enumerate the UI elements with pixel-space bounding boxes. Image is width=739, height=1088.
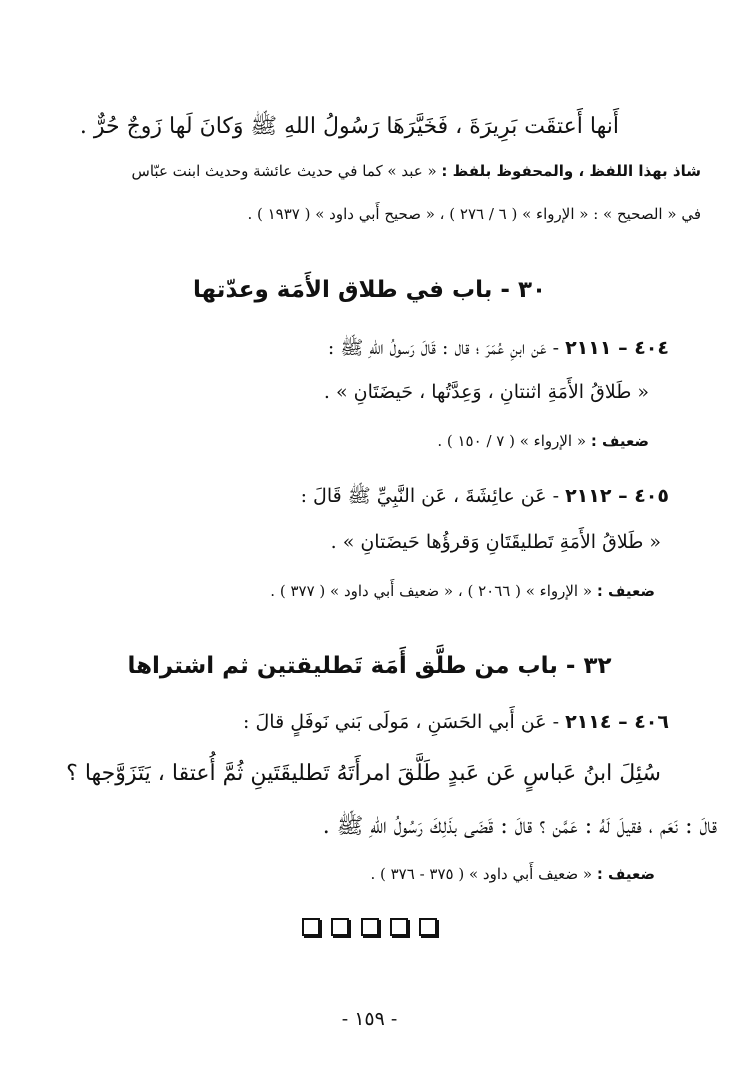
hadith-404-text: « طَلاقُ الأَمَةِ اثنتانِ ، وَعِدَّتُها ، حَيضَتَانِ » . bbox=[323, 381, 649, 403]
footnote-line-2: في « الصحيح » : « الإرواء » ( ٦ / ٢٧٦ ) ، « صحيح أَبي داود » ( ١٩٣٧ ) . bbox=[247, 205, 701, 223]
hadith-continuation-line: أَنها أَعتقَت بَرِيرَةَ ، فَخَيَّرَهَا رَسُولُ اللهِ ﷺ وَكانَ لَها زَوجٌ حُرٌّ . bbox=[79, 114, 619, 139]
divider-square-icon bbox=[302, 918, 320, 936]
footnote-judgement: شاذ بهذا اللفظ ، والمحفوظ بلفظ : bbox=[441, 162, 701, 180]
footnote-line-1 bbox=[132, 162, 701, 180]
hadith-406-text-line-1: سُئِلَ ابنُ عَباسٍ عَن عَبدٍ طَلَّقَ امرأَتَهُ تَطليقَتَينِ ثُمَّ أُعتقا ، يَتَزَوَّجها ؟ bbox=[66, 761, 661, 786]
divider-square-icon bbox=[390, 918, 408, 936]
hadith-404-grade-label: ضعيف : bbox=[590, 432, 649, 450]
hadith-404-number: ٤٠٤ – ٢١١١ bbox=[565, 337, 669, 359]
hadith-406-grade bbox=[370, 865, 655, 883]
hadith-406-number: ٤٠٦ – ٢١١٤ bbox=[565, 711, 669, 733]
hadith-406-grade-ref: « ضعيف أَبي داود » ( ٣٧٥ - ٣٧٦ ) . bbox=[370, 865, 593, 883]
hadith-404-intro: - عَن ابنِ عُمَرَ ؛ قال : قَالَ رَسولُ اللهِ ﷺ : bbox=[327, 337, 560, 359]
hadith-406-intro: - عَن أَبي الحَسَنِ ، مَولَى بَني نَوفَلٍ قالَ : bbox=[243, 711, 560, 733]
hadith-404-grade-ref: « الإرواء » ( ٧ / ١٥٠ ) . bbox=[437, 432, 587, 450]
hadith-405-grade-label: ضعيف : bbox=[596, 582, 655, 600]
divider-square-icon bbox=[419, 918, 437, 936]
chapter-32-title: ٣٢ - باب من طلَّق أَمَة تَطليقتين ثم اشتراها bbox=[127, 653, 612, 679]
hadith-405-header bbox=[301, 484, 669, 512]
hadith-405-grade-ref: « الإرواء » ( ٢٠٦٦ ) ، « ضعيف أَبي داود » ( ٣٧٧ ) . bbox=[270, 582, 593, 600]
hadith-404-grade bbox=[437, 432, 649, 450]
hadith-404-header bbox=[328, 336, 669, 364]
chapter-30-title: ٣٠ - باب في طلاق الأَمَة وعدّتها bbox=[192, 277, 547, 303]
footnote-detail: « عبد » كما في حديث عائشة وحديث ابنت عبّاس bbox=[131, 162, 437, 180]
hadith-405-grade bbox=[270, 582, 655, 600]
hadith-405-number: ٤٠٥ – ٢١١٢ bbox=[565, 485, 669, 507]
page-number: - ١٥٩ - bbox=[341, 1008, 398, 1030]
hadith-405-intro: - عَن عائِشَةَ ، عَن النَّبِيِّ ﷺ قَالَ : bbox=[300, 485, 560, 507]
hadith-406-header bbox=[243, 711, 669, 733]
divider-square-icon bbox=[361, 918, 379, 936]
hadith-405-text: « طَلاقُ الأَمَةِ تَطليقَتَانِ وَقرؤُها حَيضَتانِ » . bbox=[330, 531, 661, 553]
hadith-406-text-line-2: قالَ : نَعَم ، فقيلَ لَهُ : عَمَّن ؟ قالَ : قَضَى بذَلِكَ رَسُولُ اللهِ ﷺ . bbox=[322, 814, 717, 839]
hadith-406-grade-label: ضعيف : bbox=[596, 865, 655, 883]
divider-square-icon bbox=[331, 918, 349, 936]
section-divider bbox=[0, 916, 739, 936]
